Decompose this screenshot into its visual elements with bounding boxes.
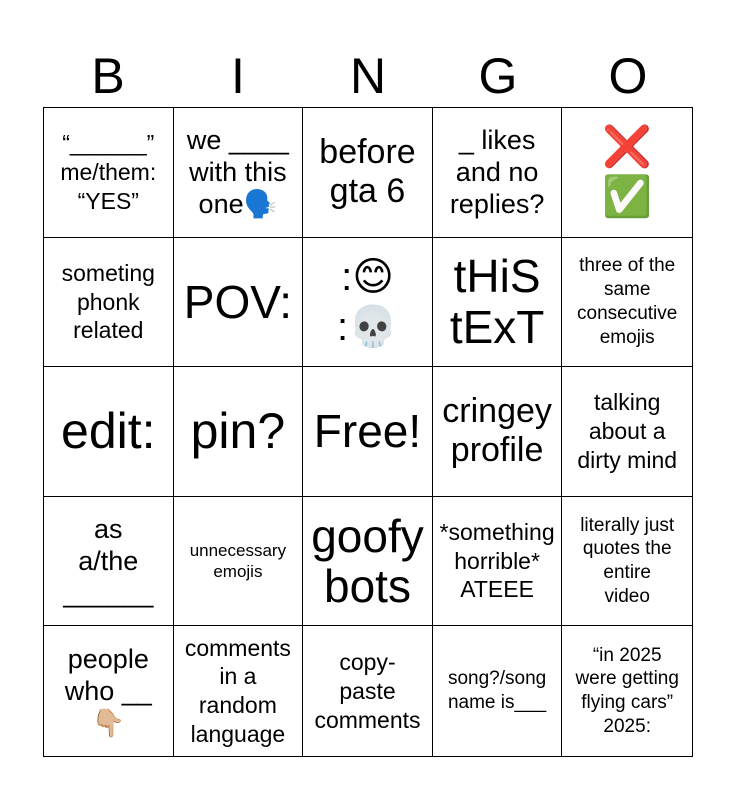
- bingo-header: [43, 48, 693, 104]
- bingo-cell-text: “in 2025 were getting flying cars” 2025:: [575, 644, 679, 737]
- bingo-cell-text: goofy bots: [311, 509, 424, 613]
- bingo-cell[interactable]: [562, 367, 692, 497]
- bingo-cell[interactable]: [44, 238, 174, 368]
- bingo-cell[interactable]: [303, 238, 433, 368]
- bingo-cell[interactable]: [174, 238, 304, 368]
- bingo-cell-text: people who __ 👇🏼: [64, 643, 152, 739]
- bingo-cell-text: before gta 6: [319, 133, 416, 211]
- bingo-cell-text: as a/the ______: [63, 513, 154, 609]
- bingo-cell[interactable]: [433, 108, 563, 238]
- bingo-cell-text: tHiS tExT: [449, 250, 545, 353]
- bingo-cell-text: three of the same consecutive emojis: [577, 255, 678, 348]
- header-letter-o: O: [608, 48, 648, 104]
- header-letter-b: B: [91, 48, 125, 104]
- bingo-cell[interactable]: [303, 108, 433, 238]
- bingo-cell[interactable]: [303, 626, 433, 756]
- bingo-cell-text: ❌ ✅: [602, 125, 653, 220]
- bingo-cell-text: “______” me/them: “YES”: [60, 130, 157, 214]
- bingo-cell-text: we ____ with this one🗣️: [186, 124, 289, 220]
- bingo-cell-text: _ likes and no replies?: [449, 124, 545, 220]
- bingo-cell-text: edit:: [61, 402, 156, 459]
- bingo-cell-text: talking about a dirty mind: [577, 389, 678, 473]
- bingo-cell-text: cringey profile: [442, 392, 552, 470]
- bingo-cell[interactable]: [44, 108, 174, 238]
- bingo-cell-text: unnecessary emojis: [189, 540, 287, 582]
- bingo-cell-text: copy- paste comments: [314, 649, 421, 733]
- bingo-cell[interactable]: [562, 626, 692, 756]
- bingo-cell-text: literally just quotes the entire video: [580, 514, 675, 607]
- bingo-cell[interactable]: [562, 497, 692, 627]
- header-letter-g: G: [478, 48, 518, 104]
- bingo-cell[interactable]: [303, 497, 433, 627]
- bingo-cell-text: POV:: [183, 275, 292, 328]
- bingo-cell[interactable]: [44, 497, 174, 627]
- bingo-cell[interactable]: [433, 626, 563, 756]
- header-letter-n: N: [349, 48, 387, 104]
- bingo-cell-text: comments in a random language: [184, 634, 291, 747]
- bingo-cell[interactable]: [562, 108, 692, 238]
- bingo-cell-text: someting phonk related: [61, 259, 155, 344]
- header-letter-i: I: [231, 48, 245, 104]
- bingo-cell[interactable]: [174, 367, 304, 497]
- bingo-cell[interactable]: [174, 108, 304, 238]
- bingo-cell[interactable]: [44, 367, 174, 497]
- bingo-cell[interactable]: [303, 367, 433, 497]
- bingo-cell-text: :😊 :💀: [337, 254, 398, 349]
- bingo-board: [43, 107, 693, 757]
- bingo-cell[interactable]: [433, 367, 563, 497]
- bingo-cell-text: *something horrible* ATEEE: [439, 518, 555, 603]
- bingo-cell[interactable]: [562, 238, 692, 368]
- bingo-cell[interactable]: [174, 497, 304, 627]
- bingo-cell-text: Free!: [313, 405, 422, 458]
- bingo-cell[interactable]: [174, 626, 304, 756]
- bingo-cell[interactable]: [433, 497, 563, 627]
- bingo-cell[interactable]: [433, 238, 563, 368]
- bingo-cell-text: song?/song name is___: [447, 668, 547, 714]
- bingo-cell-text: pin?: [190, 402, 286, 459]
- bingo-cell[interactable]: [44, 626, 174, 756]
